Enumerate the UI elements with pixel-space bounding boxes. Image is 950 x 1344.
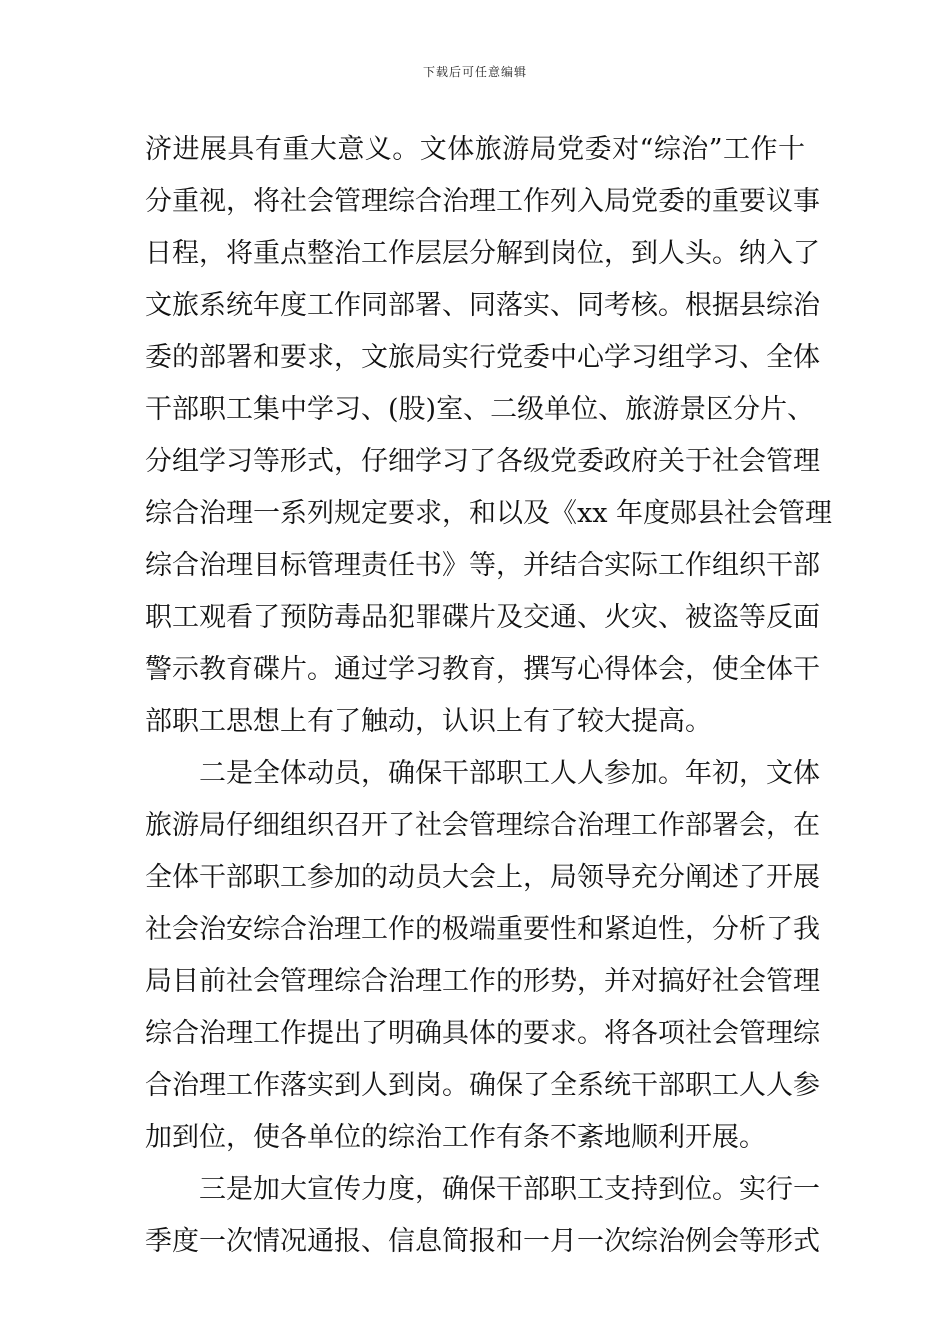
text-line: 加到位，使各单位的综治工作有条不紊地顺利开展。 [145, 1122, 766, 1153]
text-line: 分组学习等形式，仔细学习了各级党委政府关于社会管理 [145, 446, 820, 477]
text-line: 社会治安综合治理工作的极端重要性和紧迫性，分析了我 [145, 914, 820, 945]
text-line: 职工观看了预防毒品犯罪碟片及交通、火灾、被盗等反面 [145, 602, 820, 633]
text-line: 警示教育碟片。通过学习教育，撰写心得体会，使全体干 [145, 654, 820, 685]
document-body [145, 124, 833, 1268]
text-line: 旅游局仔细组织召开了社会管理综合治理工作部署会，在 [145, 810, 820, 841]
text-line: 全体干部职工参加的动员大会上，局领导充分阐述了开展 [145, 862, 820, 893]
paragraph-start-line: 三是加大宣传力度，确保干部职工支持到位。实行一 [199, 1174, 820, 1205]
text-line: 合治理工作落实到人到岗。确保了全系统干部职工人人参 [145, 1070, 820, 1101]
text-line: 委的部署和要求，文旅局实行党委中心学习组学习、全体 [145, 342, 820, 373]
text-line: 综合治理一系列规定要求，和以及《xx 年度郧县社会管理 [145, 498, 833, 529]
page-header: 下载后可任意编辑 [422, 65, 527, 79]
paragraph-start-line: 二是全体动员，确保干部职工人人参加。年初，文体 [199, 758, 820, 789]
text-line: 文旅系统年度工作同部署、同落实、同考核。根据县综治 [145, 290, 820, 321]
text-line: 济进展具有重大意义。文体旅游局党委对“综治”工作十 [145, 134, 805, 165]
text-line: 日程，将重点整治工作层层分解到岗位，到人头。纳入了 [145, 238, 820, 269]
text-line: 综合治理工作提出了明确具体的要求。将各项社会管理综 [145, 1018, 820, 1049]
text-line: 干部职工集中学习、(股)室、二级单位、旅游景区分片、 [145, 394, 815, 425]
text-line: 部职工思想上有了触动，认识上有了较大提高。 [145, 706, 712, 737]
text-line: 综合治理目标管理责任书》等，并结合实际工作组织干部 [145, 550, 820, 581]
text-line: 分重视，将社会管理综合治理工作列入局党委的重要议事 [145, 186, 820, 217]
text-line: 季度一次情况通报、信息简报和一月一次综治例会等形式 [145, 1226, 820, 1257]
text-line: 局目前社会管理综合治理工作的形势，并对搞好社会管理 [145, 966, 820, 997]
